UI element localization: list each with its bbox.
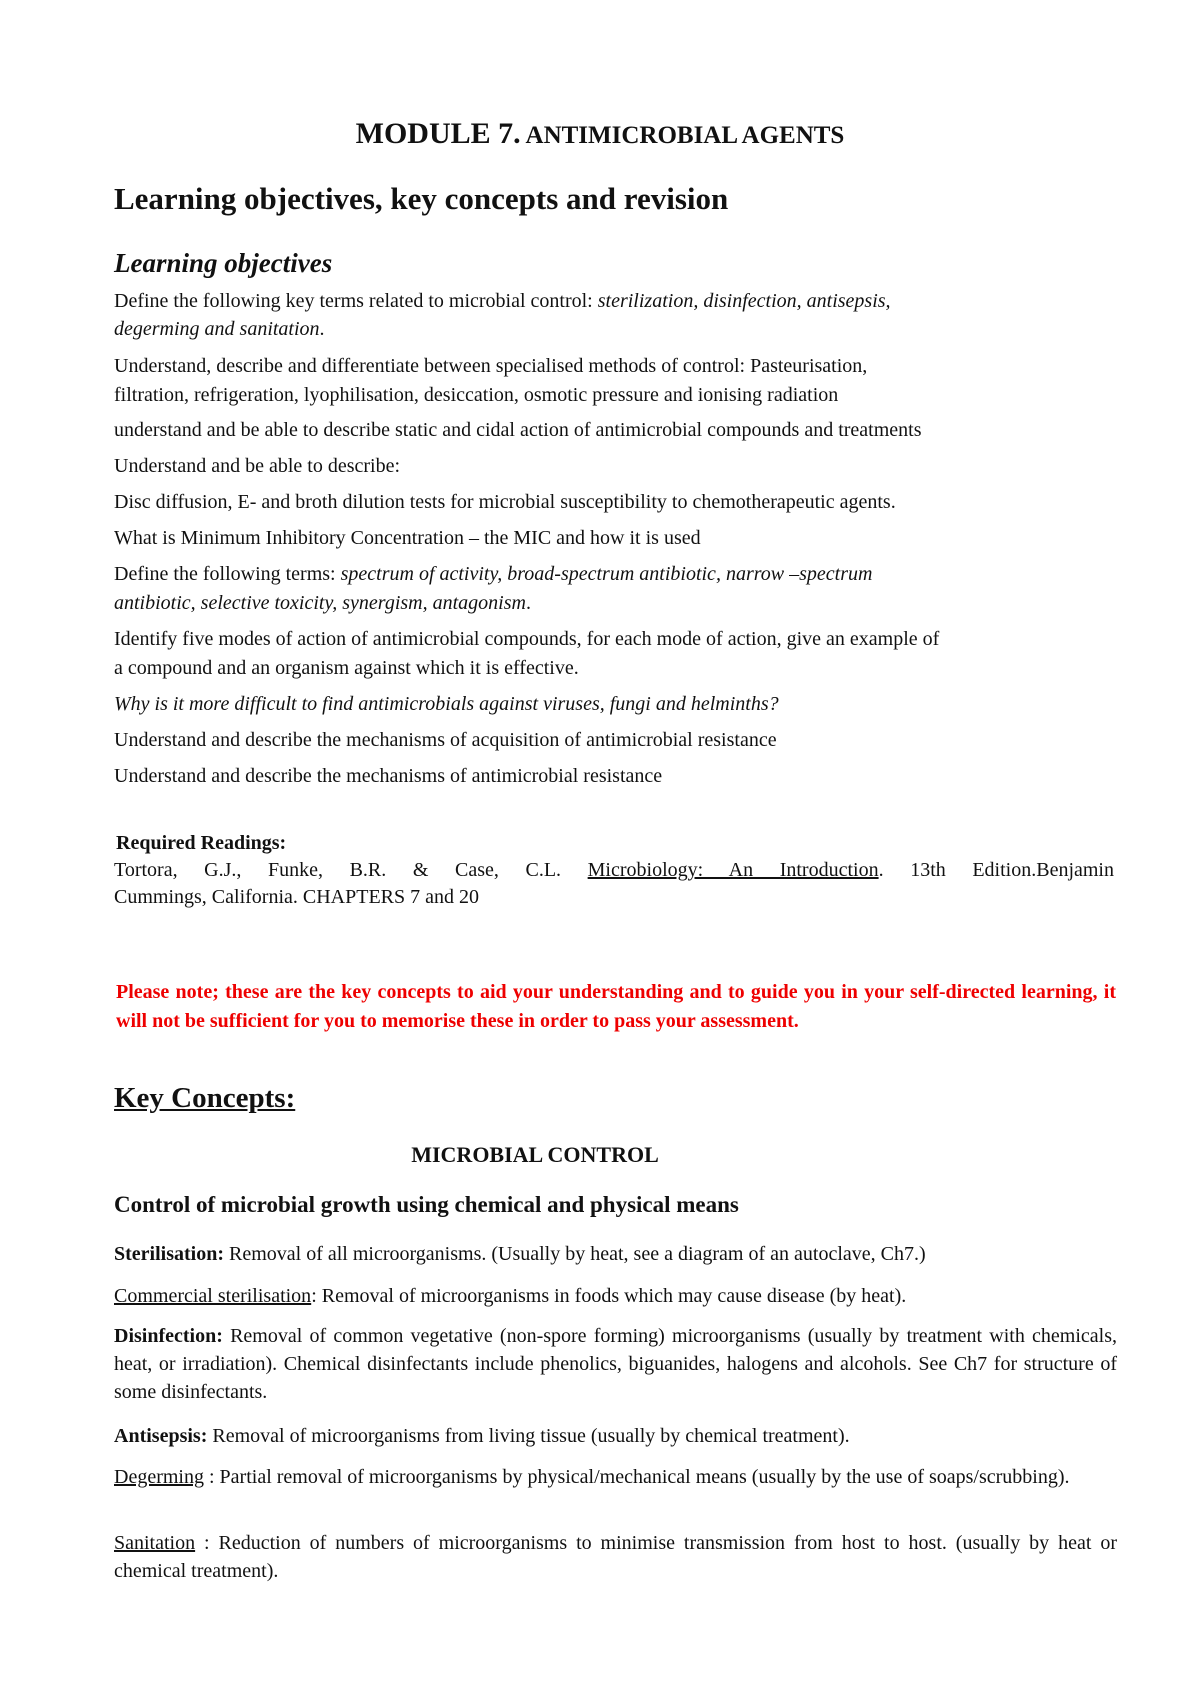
definition-sanitation: Sanitation : Reduction of numbers of microorganisms to minimise transmission from host to host. (usually by heat or chemical treatment). xyxy=(114,1532,1117,1582)
definition-commercial-sterilisation: Commercial sterilisation: Removal of microorganisms in foods which may cause disease (by heat). xyxy=(114,1285,907,1307)
subsection-title: Control of microbial growth using chemical and physical means xyxy=(114,1192,739,1217)
definition-degerming: Degerming : Partial removal of microorganisms by physical/mechanical means (usually by the use of soaps/scrubbing). xyxy=(114,1466,1070,1488)
key-concepts-heading: Key Concepts: xyxy=(114,1082,296,1114)
important-note: Please note; these are the key concepts to aid your understanding and to guide you in your self-directed learning, it will not be sufficient for you to memorise these in order to pass your assessment. xyxy=(116,981,1116,1032)
book-title: Microbiology: An Introduction xyxy=(587,859,879,881)
objective-line: Define the following key terms related to microbial control: sterilization, disinfection, antisepsis, xyxy=(114,290,891,312)
objective-line: Understand, describe and differentiate between specialised methods of control: Pasteurisation, xyxy=(114,355,868,377)
objective-line: understand and be able to describe static and cidal action of antimicrobial compounds and treatments xyxy=(114,419,922,441)
objective-line: antibiotic, selective toxicity, synergism, antagonism. xyxy=(114,592,531,614)
definition-sterilisation: Sterilisation: Removal of all microorganisms. (Usually by heat, see a diagram of an autoclave, Ch7.) xyxy=(114,1243,926,1265)
objective-line: a compound and an organism against which it is effective. xyxy=(114,657,579,679)
objective-line: Understand and describe the mechanisms of acquisition of antimicrobial resistance xyxy=(114,729,777,751)
definition-antisepsis: Antisepsis: Removal of microorganisms from living tissue (usually by chemical treatment). xyxy=(114,1425,850,1447)
objective-line: Define the following terms: spectrum of activity, broad-spectrum antibiotic, narrow –spectrum xyxy=(114,563,873,585)
objectives-heading: Learning objectives xyxy=(114,248,333,278)
objective-line: Understand and be able to describe: xyxy=(114,455,401,477)
objective-line: Disc diffusion, E- and broth dilution tests for microbial susceptibility to chemotherapeutic agents. xyxy=(114,491,896,513)
required-readings-heading: Required Readings: xyxy=(116,832,287,854)
objective-line: What is Minimum Inhibitory Concentration – the MIC and how it is used xyxy=(114,527,701,549)
section-title: MICROBIAL CONTROL xyxy=(411,1142,659,1167)
objective-line: degerming and sanitation. xyxy=(114,318,325,340)
reading-citation-line2: Cummings, California. CHAPTERS 7 and 20 xyxy=(114,886,479,908)
module-title: MODULE 7. ANTIMICROBIAL AGENTS xyxy=(355,117,845,150)
page-heading: Learning objectives, key concepts and revision xyxy=(114,181,729,216)
objective-line: Why is it more difficult to find antimicrobials against viruses, fungi and helminths? xyxy=(114,693,779,715)
objective-line: Understand and describe the mechanisms of antimicrobial resistance xyxy=(114,765,663,787)
definition-disinfection: Disinfection: Removal of common vegetative (non-spore forming) microorganisms (usually by treatment with chemicals, heat, or irradiation). Chemical disinfectants include phenolics, biguanides, halogens and alcohols. See Ch7 for structure of some disinfectants. xyxy=(114,1325,1117,1403)
reading-citation-line1: Tortora, G.J., Funke, B.R. & Case, C.L. Microbiology: An Introduction. 13th Edition.Benjamin xyxy=(114,859,1114,881)
objective-line: Identify five modes of action of antimicrobial compounds, for each mode of action, give an example of xyxy=(114,628,940,650)
objective-line: filtration, refrigeration, lyophilisation, desiccation, osmotic pressure and ionising radiation xyxy=(114,384,839,406)
